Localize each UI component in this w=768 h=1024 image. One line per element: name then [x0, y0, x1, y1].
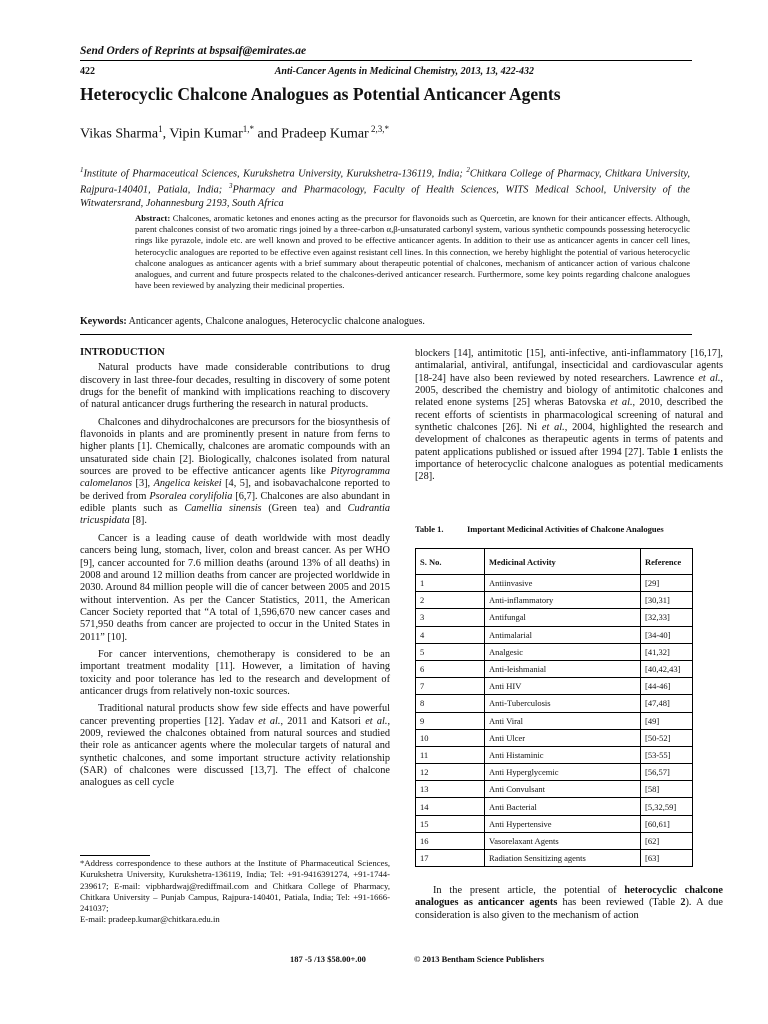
affil-text: Pharmacy and Pharmacology, Faculty of Health Sciences, WITS Medical School, University of the Witwatersrand, Johannesburg 2193, South Africa — [80, 184, 690, 209]
table-label: Table 1. — [415, 524, 444, 534]
text-run: ). A due consideration is also given to the mechanism of action — [415, 897, 723, 921]
table-row — [416, 609, 693, 626]
et-al: et al. — [610, 397, 633, 409]
sno-cell: 6 — [416, 660, 485, 677]
et-al: et al. — [258, 715, 281, 727]
table-row — [416, 695, 693, 712]
journal-citation: Anti-Cancer Agents in Medicinal Chemistry, 2013, 13, 422-432 — [274, 66, 534, 77]
reference-cell: [34-40] — [641, 626, 693, 643]
table-row — [416, 729, 693, 746]
paragraph — [415, 348, 723, 484]
et-al: et al. — [365, 715, 388, 727]
right-column — [415, 348, 723, 489]
reference-cell: [41,32] — [641, 643, 693, 660]
author-list — [80, 124, 389, 143]
table-row — [416, 660, 693, 677]
sno-cell: 5 — [416, 643, 485, 660]
sno-cell: 14 — [416, 798, 485, 815]
author-sup: 1 — [158, 124, 163, 134]
copyright: © 2013 Bentham Science Publishers — [414, 954, 545, 964]
et-al: et al. — [698, 372, 721, 384]
footnote-text: *Address correspondence to these authors at the Institute of Pharmaceutical Sciences, Kurukshetra University, Kurukshetra-136119, India; Tel: +91-9416391274, +91-1744-239617; E-mail: vipbhardwaj@rediffmail.com and Chitkara College of Pharmacy, Chitkara University – Punjab Campus, Rajpura-140401, Patiala, India; Tel: +91-1666-241037; — [80, 858, 390, 914]
reference-cell: [56,57] — [641, 764, 693, 781]
text-run: , 2010, described the recent efforts of scientists in pharmacological screening of natural and synthetic chalcones [26]. Ni — [415, 397, 723, 434]
activity-cell: Anti Hypertensive — [485, 815, 641, 832]
reference-cell: [50-52] — [641, 729, 693, 746]
table-row — [416, 592, 693, 609]
table-row — [416, 575, 693, 592]
sno-cell: 3 — [416, 609, 485, 626]
reference-cell: [30,31] — [641, 592, 693, 609]
table-row — [416, 798, 693, 815]
column-header: Reference — [641, 549, 693, 575]
sno-cell: 2 — [416, 592, 485, 609]
activity-cell: Antifungal — [485, 609, 641, 626]
author-sup: 1,* — [242, 124, 255, 134]
species-name: Camellia sinensis — [184, 503, 262, 515]
reference-cell: [47,48] — [641, 695, 693, 712]
activity-cell: Anti Bacterial — [485, 798, 641, 815]
keywords-label: Keywords: — [80, 316, 127, 327]
paragraph: For cancer interventions, chemotherapy is considered to be an important treatment modality [11]. However, a limitation of having toxicity and poor tolerance has led to the research and development of anticancer drugs from relatively non-toxic sources. — [80, 648, 390, 697]
activity-cell: Anti-leishmanial — [485, 660, 641, 677]
reference-cell: [40,42,43] — [641, 660, 693, 677]
table-header-row — [416, 549, 693, 575]
author-name: Vikas Sharma — [80, 126, 159, 142]
sno-cell: 1 — [416, 575, 485, 592]
keywords-rule — [80, 334, 692, 335]
text-run: [3], — [132, 478, 154, 490]
table-row — [416, 643, 693, 660]
reprints-notice: Send Orders of Reprints at bspsaif@emirates.ae — [80, 45, 307, 57]
activity-cell: Anti-inflammatory — [485, 592, 641, 609]
affil-text: Chitkara College of Pharmacy, Chitkara University, Rajpura-140401, Patiala, India; — [80, 168, 690, 196]
et-al: et al. — [541, 422, 565, 434]
page-number: 422 — [80, 66, 95, 77]
bold-phrase: heterocyclic chalcone analogues as anticancer agents — [415, 885, 723, 909]
keywords — [80, 316, 692, 327]
correspondence-footnote — [80, 858, 390, 926]
reference-cell: [60,61] — [641, 815, 693, 832]
table-ref: 2 — [680, 897, 686, 909]
header-rule — [80, 60, 692, 61]
activity-cell: Anti Histaminic — [485, 746, 641, 763]
table-caption — [415, 524, 664, 534]
sno-cell: 4 — [416, 626, 485, 643]
reference-cell: [44-46] — [641, 678, 693, 695]
table-ref: 1 — [672, 446, 679, 458]
activity-cell: Anti Ulcer — [485, 729, 641, 746]
activity-cell: Antimalarial — [485, 626, 641, 643]
table-row — [416, 712, 693, 729]
affil-sup: 1 — [80, 166, 84, 174]
sno-cell: 12 — [416, 764, 485, 781]
reference-cell: [58] — [641, 781, 693, 798]
affiliations — [80, 164, 690, 210]
table-row — [416, 781, 693, 798]
sno-cell: 7 — [416, 678, 485, 695]
activity-cell: Anti Viral — [485, 712, 641, 729]
table-row — [416, 746, 693, 763]
sno-cell: 11 — [416, 746, 485, 763]
left-column — [80, 347, 390, 795]
text-run: , 2011 and Katsori — [280, 715, 366, 727]
reference-cell: [32,33] — [641, 609, 693, 626]
text-run: [6,7]. Chalcones are also abundant in edible plants such as — [80, 490, 390, 515]
keywords-text: Anticancer agents, Chalcone analogues, Heterocyclic chalcone analogues. — [126, 316, 425, 327]
species-name: Angelica keiskei — [153, 478, 222, 490]
sno-cell: 10 — [416, 729, 485, 746]
affil-sup: 3 — [228, 182, 233, 191]
text-run: , 2009, reviewed the chalcones obtained from natural sources and studied their role as anticancer agents where the molecular targets of natural and synthetic chalcones, and some important structure activity relationship (SAR) of chalcones were discussed [13,7]. The effect of chalcone analogues as cell cycle — [80, 715, 391, 789]
species-name: Cudrantia tricuspidata — [80, 503, 390, 527]
author-name: Pradeep Kumar — [281, 126, 369, 142]
text-run: , 2005, described the chemistry and biology of antimitotic chalcones and related enone systems [25] wheras Batovska — [415, 372, 723, 409]
text-run: blockers [14], antimitotic [15], anti-infective, anti-inflammatory [16,17], antimalarial, antiviral, antifungal, insecticidal and cardiovascular agents [18-24] have also been reviewed by noted researchers. Lawrence — [415, 348, 723, 384]
table-row — [416, 832, 693, 849]
text-run: (Green tea) and — [261, 503, 348, 515]
activity-cell: Vasorelaxant Agents — [485, 832, 641, 849]
sno-cell: 8 — [416, 695, 485, 712]
reference-cell: [29] — [641, 575, 693, 592]
table-row — [416, 626, 693, 643]
activity-cell: Antiinvasive — [485, 575, 641, 592]
author-sup: 2,3,* — [368, 124, 389, 134]
sno-cell: 9 — [416, 712, 485, 729]
text-run: [8]. — [129, 515, 147, 527]
author-sep: , — [162, 126, 170, 142]
activity-cell: Anti HIV — [485, 678, 641, 695]
activity-cell: Radiation Sensitizing agents — [485, 850, 641, 867]
author-sep: and — [254, 126, 282, 142]
reference-cell: [63] — [641, 850, 693, 867]
activity-cell: Anti Convulsant — [485, 781, 641, 798]
paragraph — [80, 417, 390, 528]
footnote-email: E-mail: pradeep.kumar@chitkara.edu.in — [80, 914, 220, 925]
reference-cell: [53-55] — [641, 746, 693, 763]
activity-cell: Anti Hyperglycemic — [485, 764, 641, 781]
abstract-label: Abstract: — [135, 213, 171, 223]
table-row — [416, 850, 693, 867]
species-name: Psoralea corylifolia — [149, 490, 233, 502]
article-title: Heterocyclic Chalcone Analogues as Potential Anticancer Agents — [80, 84, 561, 104]
reference-cell: [5,32,59] — [641, 798, 693, 815]
table-row — [416, 764, 693, 781]
sno-cell: 16 — [416, 832, 485, 849]
paragraph — [80, 703, 390, 789]
table-title: Important Medicinal Activities of Chalcone Analogues — [467, 524, 664, 534]
activity-cell: Anti-Tuberculosis — [485, 695, 641, 712]
text-run: In the present article, the potential of — [433, 885, 625, 896]
abstract-text: Chalcones, aromatic ketones and enones acting as the precursor for flavonoids such as Quercetin, are known for their anticancer effects. Although, parent chalcones consist of two aromatic rings joined by a three-carbon α,β-unsaturated carbonyl system, various synthetic compounds possessing heterocyclic rings like pyrazole, indole etc. are well known and proved to be effective anticancer agents. In addition to their use as anticancer agents in cancer cell lines, heterocyclic analogues are reported to be effective even against resistant cell lines. In this connection, we hereby highlight the potential of various heterocyclic chalcone analogues as anticancer agents with a brief summary about therapeutic potential of chalcones, mechanism of anticancer action of various chalcone analogues, and current and future prospects related to the chalcones-derived anticancer research. Furthermore, some key points regarding chalcone analogues have been reviewed by analyzing their medicinal properties. — [135, 213, 690, 291]
paragraph: Natural products have made considerable contributions to drug discovery in last three-four decades, resulting in discovery of some potent drugs for the benefit of mankind with implications reaching to discovery of natural anticancer drugs furthering the research in natural products. — [80, 362, 390, 411]
medicinal-activities-table — [415, 548, 693, 867]
column-header: S. No. — [416, 549, 485, 575]
abstract — [135, 213, 690, 291]
text-run: , 2004, highlighted the research and development of chalcones as therapeutic agents in terms of patents and patent applications published or issued after 1994 [27]. Table — [415, 422, 724, 458]
reference-cell: [49] — [641, 712, 693, 729]
column-header: Medicinal Activity — [485, 549, 641, 575]
section-heading: INTRODUCTION — [80, 347, 165, 358]
table-row — [416, 678, 693, 695]
author-name: Vipin Kumar — [169, 126, 243, 142]
sno-cell: 17 — [416, 850, 485, 867]
issn-price: 187 -5 /13 $58.00+.00 — [290, 954, 366, 964]
species-name: Pityrogramma calomelanos — [80, 466, 390, 490]
table-row — [416, 815, 693, 832]
text-run: Chalcones and dihydrochalcones are precursors for the biosynthesis of flavonoids in plants and are prominently present in nature from ferns to higher plants [1]. Chemically, chalcones are aromatic compounds with an unsaturated side chain [2]. Biologically, chalcones isolated from natural sources are proved to be effective anticancer agents like — [80, 416, 390, 478]
paragraph — [415, 885, 723, 922]
text-run: Traditional natural products show few side effects and have powerful cancer preventing properties [12]. Yadav — [80, 703, 390, 727]
text-run: [4, 5], and isobavachalcone reported to be derived from — [80, 478, 390, 502]
sno-cell: 13 — [416, 781, 485, 798]
paragraph: Cancer is a leading cause of death worldwide with most deadly cancers being lung, stomach, liver, colon and breast cancer. As per WHO [9], cancer accounted for 7.6 million deaths (around 13% of all deaths) in 2008 and around 12 million deaths from cancer are projected worldwide in 2030. Around 84 million people will die of cancer between 2005 and 2015 without intervention. As per the Cancer Statistics, 2011, the American Cancer Society reported that “A total of 1,596,670 new cancer cases and 571,950 deaths from cancer are projected to occur in the United States in 2011” [10]. — [80, 532, 390, 643]
text-run: has been reviewed (Table — [557, 897, 681, 909]
reference-cell: [62] — [641, 832, 693, 849]
right-column-continued — [415, 885, 723, 922]
text-run: enlists the importance of heterocyclic chalcone analogues as potential medicaments [28]. — [415, 446, 723, 483]
activity-cell: Analgesic — [485, 643, 641, 660]
sno-cell: 15 — [416, 815, 485, 832]
affil-text: Institute of Pharmaceutical Sciences, Kurukshetra University, Kurukshetra-136119, India; — [83, 168, 467, 180]
affil-sup: 2 — [466, 166, 470, 174]
footnote-rule — [80, 855, 150, 856]
